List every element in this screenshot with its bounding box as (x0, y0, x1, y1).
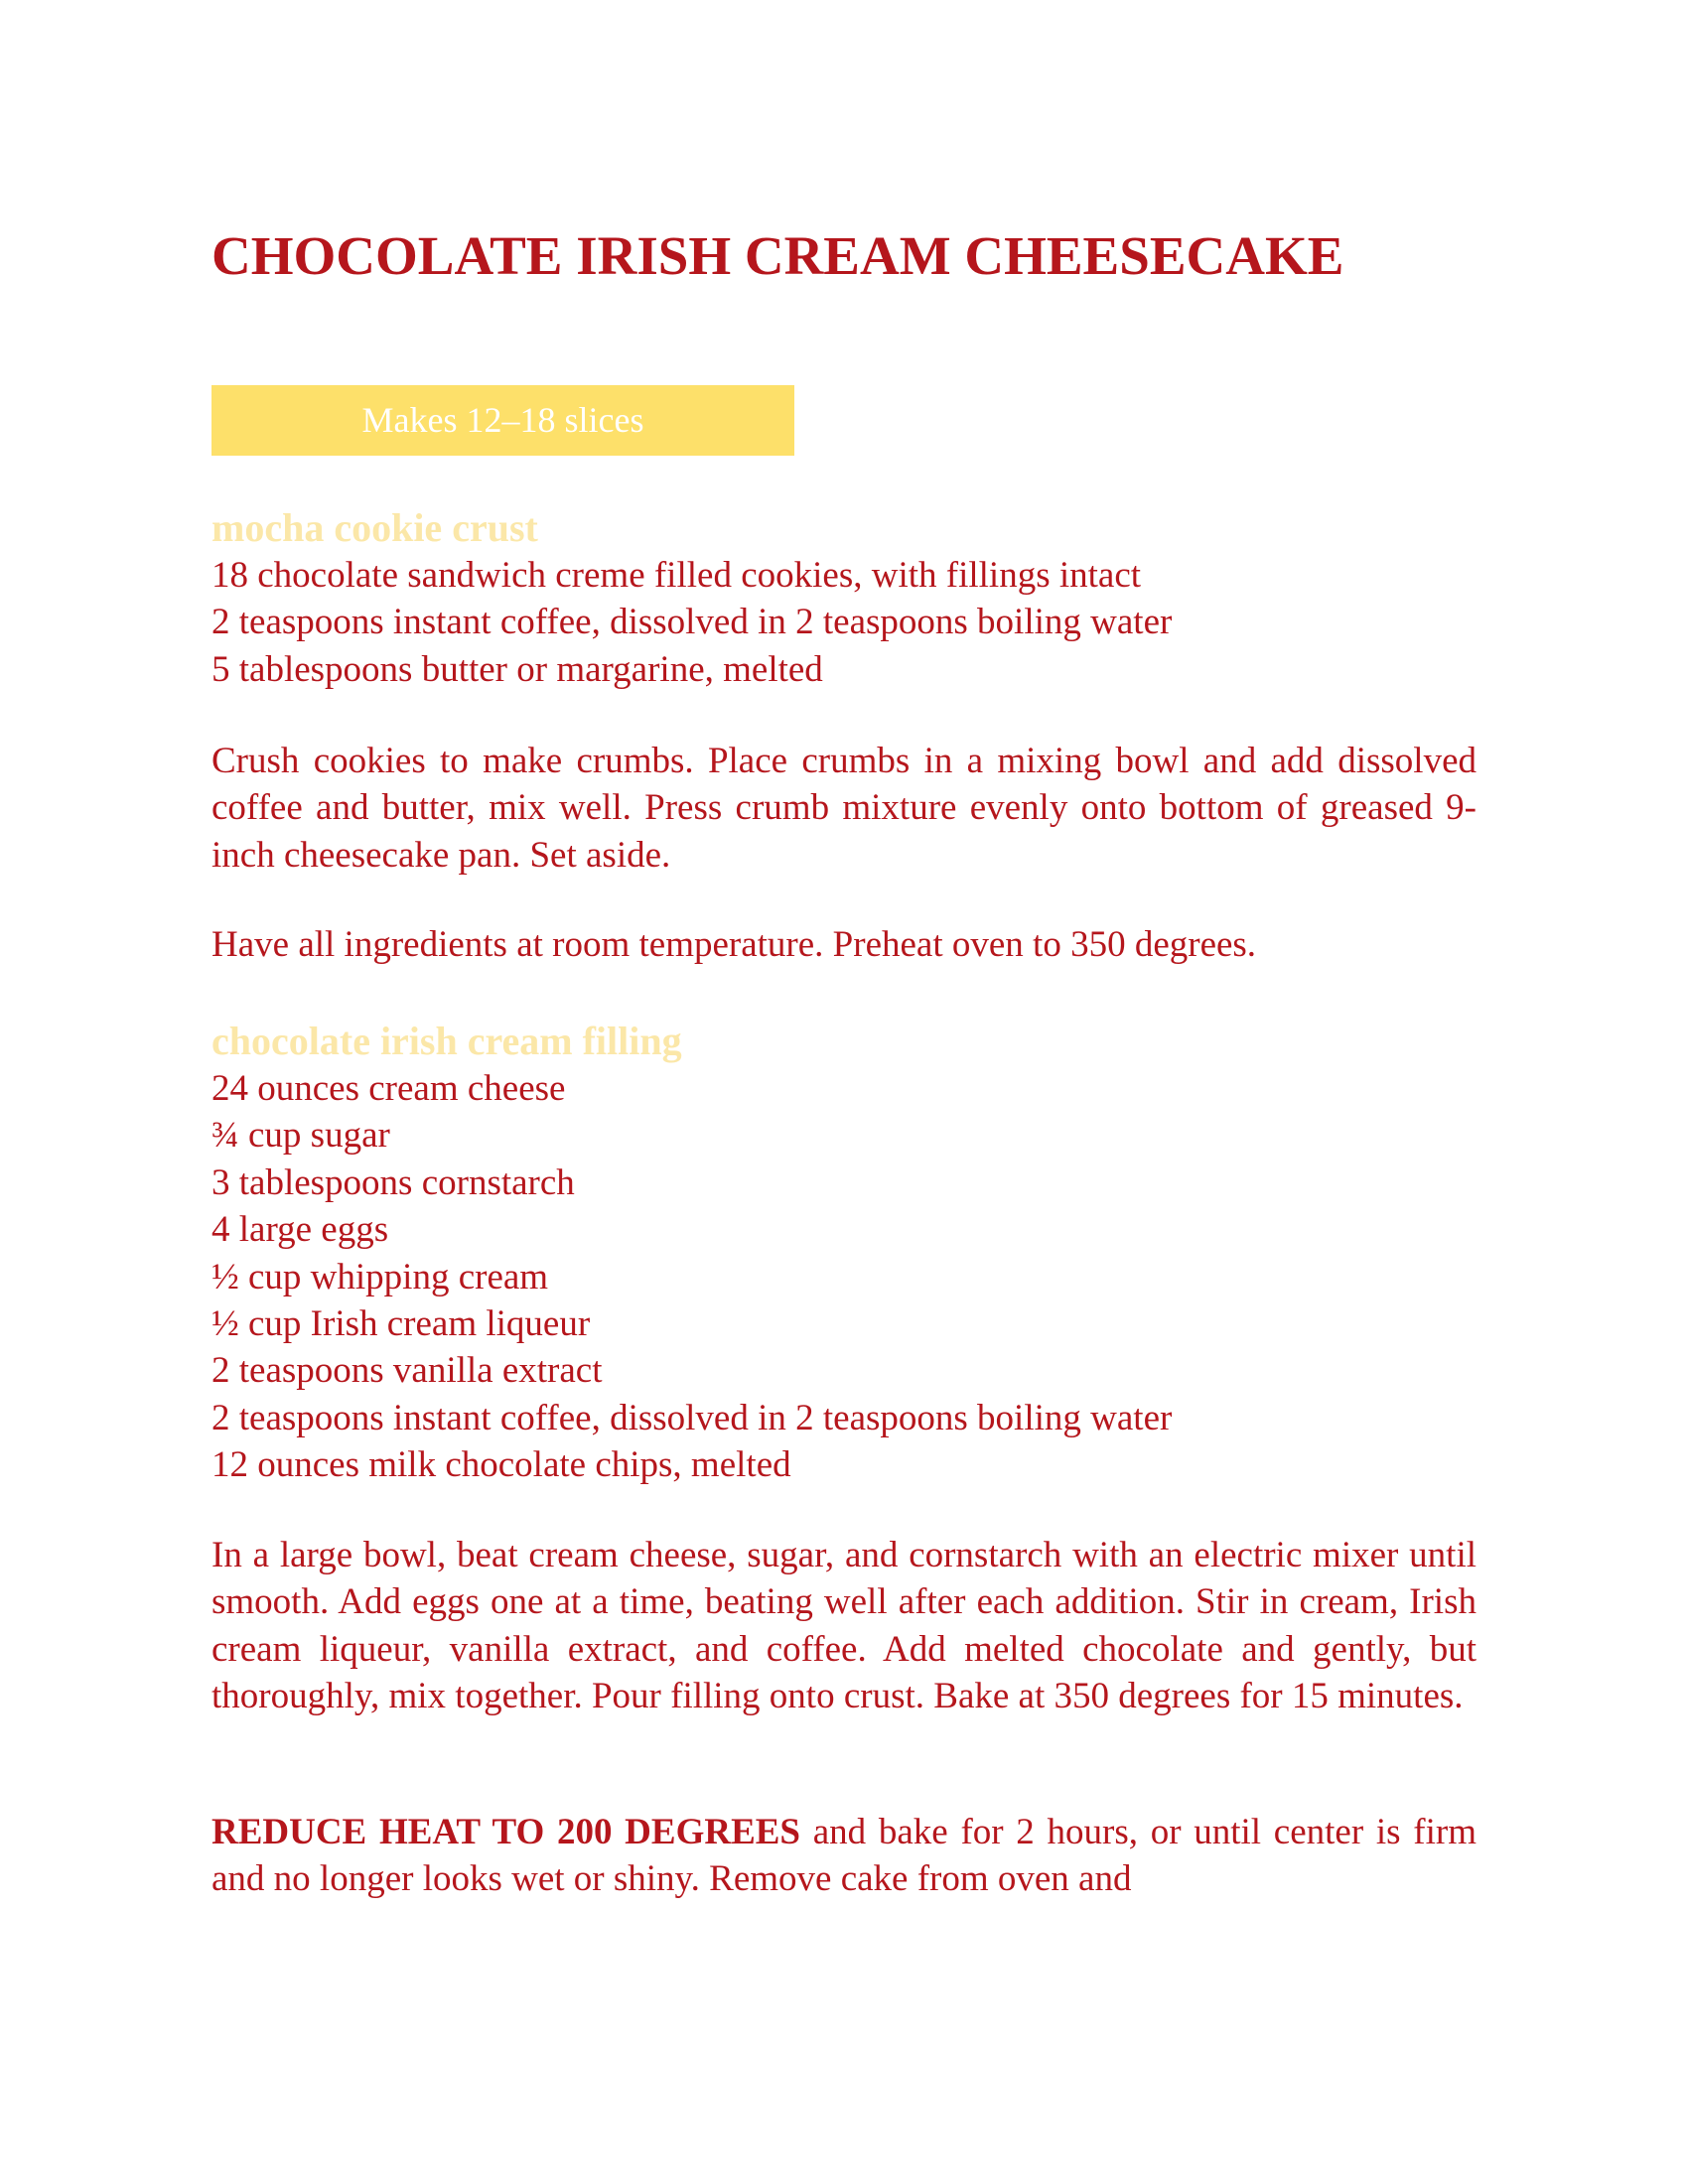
ingredient-item: 2 teaspoons instant coffee, dissolved in 2 teaspoons boiling water (211, 602, 1173, 643)
ingredient-item: ¾ cup sugar (211, 1115, 390, 1157)
filling-heading: chocolate irish cream filling (211, 1019, 682, 1063)
ingredient-item: 12 ounces milk chocolate chips, melted (211, 1444, 791, 1486)
ingredient-item: 2 teaspoons instant coffee, dissolved in 2 teaspoons boiling water (211, 1397, 1173, 1438)
yield-banner: Makes 12–18 slices (211, 385, 794, 456)
final-step-text: and bake for 2 hours, or until center is firm and no longer looks wet or shiny. Remove cake from oven and (211, 1812, 1477, 1900)
crust-section (211, 504, 1477, 693)
preheat-instructions: Have all ingredients at room temperature. Preheat oven to 350 degrees. (211, 924, 1257, 965)
ingredient-item: 5 tablespoons butter or margarine, melted (211, 648, 823, 690)
filling-section (211, 1018, 1477, 1489)
ingredient-item: 4 large eggs (211, 1209, 389, 1251)
crust-ingredient-list (211, 552, 1477, 693)
crust-heading: mocha cookie crust (211, 505, 538, 550)
final-step-instructions (211, 1809, 1477, 1903)
ingredient-item: ½ cup Irish cream liqueur (211, 1303, 591, 1345)
reduce-heat-emphasis: REDUCE HEAT TO 200 DEGREES (211, 1812, 801, 1852)
recipe-title: CHOCOLATE IRISH CREAM CHEESECAKE (211, 225, 1344, 286)
crust-instructions: Crush cookies to make crumbs. Place crumbs in a mixing bowl and add dissolved coffee and butter, mix well. Press crumb mixture evenly onto bottom of greased 9-inch cheesecake pan. Set aside. (211, 741, 1477, 876)
filling-ingredient-list (211, 1065, 1477, 1489)
ingredient-item: 18 chocolate sandwich creme filled cookies, with fillings intact (211, 555, 1142, 596)
ingredient-item: 24 ounces cream cheese (211, 1068, 566, 1109)
filling-instructions: In a large bowl, beat cream cheese, sugar, and cornstarch with an electric mixer until smooth. Add eggs one at a time, beating well after each addition. Stir in cream, Irish cream liqueur, vanilla extract, and coffee. Add melted chocolate and gently, but thoroughly, mix together. Pour filling onto crust. Bake at 350 degrees for 15 minutes. (211, 1535, 1477, 1717)
ingredient-item: 3 tablespoons cornstarch (211, 1161, 575, 1203)
ingredient-item: ½ cup whipping cream (211, 1256, 549, 1297)
ingredient-item: 2 teaspoons vanilla extract (211, 1350, 603, 1392)
